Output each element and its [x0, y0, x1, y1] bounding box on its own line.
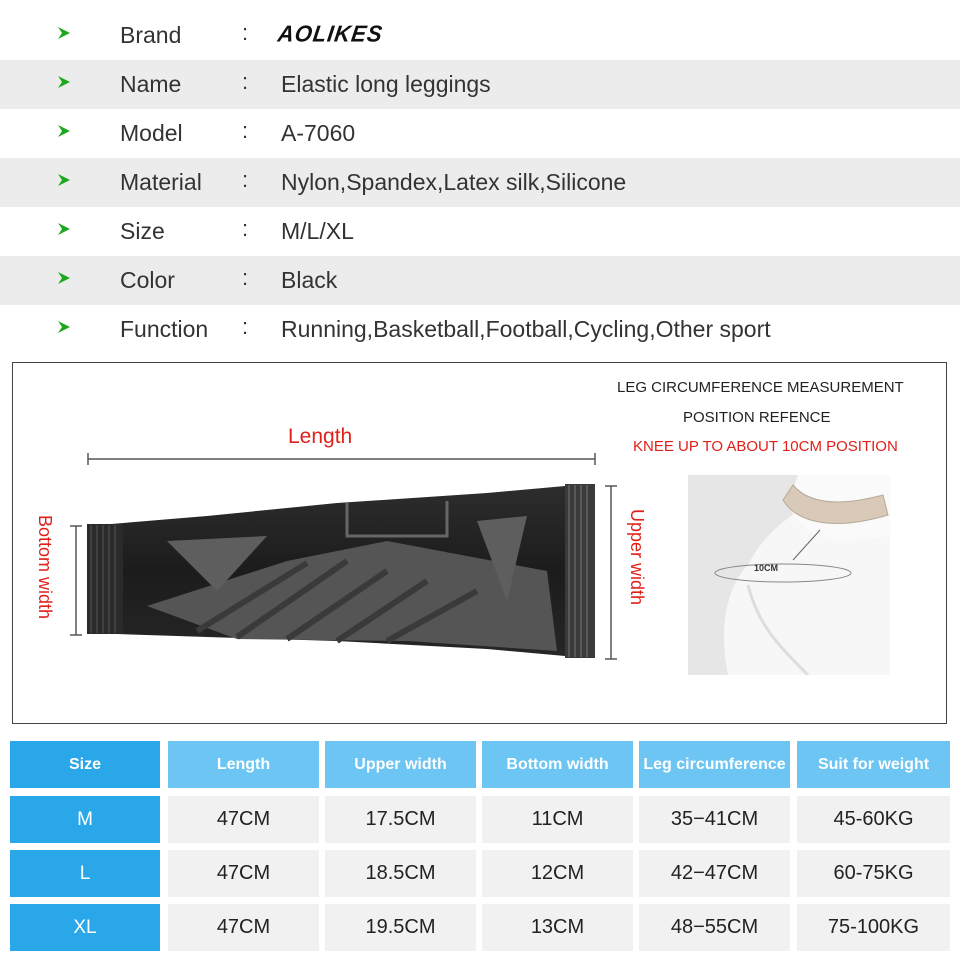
arrow-right-icon: [56, 172, 72, 188]
leg-sleeve-image: [87, 481, 595, 666]
spec-value: M/L/XL: [281, 218, 354, 244]
spec-row-color: [0, 256, 960, 305]
upper-width-dimension-line: [603, 483, 619, 663]
table-header-leg-circumference: Leg circumference: [639, 741, 790, 788]
upper-width-label: Upper width: [627, 509, 647, 606]
spec-colon: :: [242, 118, 249, 143]
table-cell: 60-75KG: [797, 850, 950, 897]
table-cell-size: L: [10, 850, 160, 897]
table-cell: 47CM: [168, 904, 319, 951]
spec-row-name: [0, 60, 960, 109]
spec-label: Brand: [120, 22, 182, 48]
arrow-right-icon: [56, 25, 72, 41]
table-cell: 11CM: [482, 796, 633, 843]
spec-colon: :: [242, 20, 249, 45]
table-cell: 13CM: [482, 904, 633, 951]
length-dimension-line: [83, 451, 603, 467]
spec-label: Name: [120, 71, 182, 97]
spec-label: Size: [120, 218, 165, 244]
spec-colon: :: [242, 69, 249, 94]
spec-row-material: [0, 158, 960, 207]
spec-colon: :: [242, 314, 249, 339]
table-cell: 17.5CM: [325, 796, 476, 843]
spec-value: Black: [281, 267, 338, 293]
arrow-right-icon: [56, 319, 72, 335]
table-cell: 42−47CM: [639, 850, 790, 897]
table-cell: 45-60KG: [797, 796, 950, 843]
note-line-3: KNEE UP TO ABOUT 10CM POSITION: [633, 438, 898, 455]
spec-label: Material: [120, 169, 202, 195]
knee-illustration: [688, 475, 890, 675]
spec-row-function: [0, 305, 960, 354]
length-label: Length: [288, 425, 353, 448]
spec-value: Running,Basketball,Football,Cycling,Other sport: [281, 316, 771, 342]
table-cell-size: XL: [10, 904, 160, 951]
spec-value: A-7060: [281, 120, 356, 146]
table-cell: 18.5CM: [325, 850, 476, 897]
measurement-diagram: [12, 362, 947, 724]
table-cell: 47CM: [168, 850, 319, 897]
table-header-bottom-width: Bottom width: [482, 741, 633, 788]
arrow-right-icon: [56, 270, 72, 286]
spec-value: Nylon,Spandex,Latex silk,Silicone: [281, 169, 627, 195]
table-cell: 12CM: [482, 850, 633, 897]
table-cell: 47CM: [168, 796, 319, 843]
spec-colon: :: [242, 265, 249, 290]
spec-label: Function: [120, 316, 209, 342]
note-line-2: POSITION REFENCE: [683, 409, 831, 426]
spec-colon: :: [242, 167, 249, 192]
bottom-width-label: Bottom width: [35, 515, 55, 620]
table-cell: 48−55CM: [639, 904, 790, 951]
table-cell: 75-100KG: [797, 904, 950, 951]
arrow-right-icon: [56, 123, 72, 139]
table-header-size: Size: [10, 741, 160, 788]
table-cell: 35−41CM: [639, 796, 790, 843]
spec-row-model: [0, 109, 960, 158]
brand-logo: AOLIKES: [276, 20, 385, 47]
spec-row-brand: [0, 11, 960, 60]
table-cell-size: M: [10, 796, 160, 843]
spec-colon: :: [242, 216, 249, 241]
spec-label: Color: [120, 267, 175, 293]
spec-value: Elastic long leggings: [281, 71, 491, 97]
table-cell: 19.5CM: [325, 904, 476, 951]
spec-label: Model: [120, 120, 183, 146]
table-header-length: Length: [168, 741, 319, 788]
bottom-width-dimension-line: [68, 523, 84, 638]
arrow-right-icon: [56, 221, 72, 237]
knee-marker-label: 10CM: [754, 563, 779, 573]
note-line-1: LEG CIRCUMFERENCE MEASUREMENT: [617, 379, 904, 396]
table-header-upper-width: Upper width: [325, 741, 476, 788]
table-header-suit-weight: Suit for weight: [797, 741, 950, 788]
spec-row-size: [0, 207, 960, 256]
arrow-right-icon: [56, 74, 72, 90]
knee-image: [688, 475, 890, 675]
